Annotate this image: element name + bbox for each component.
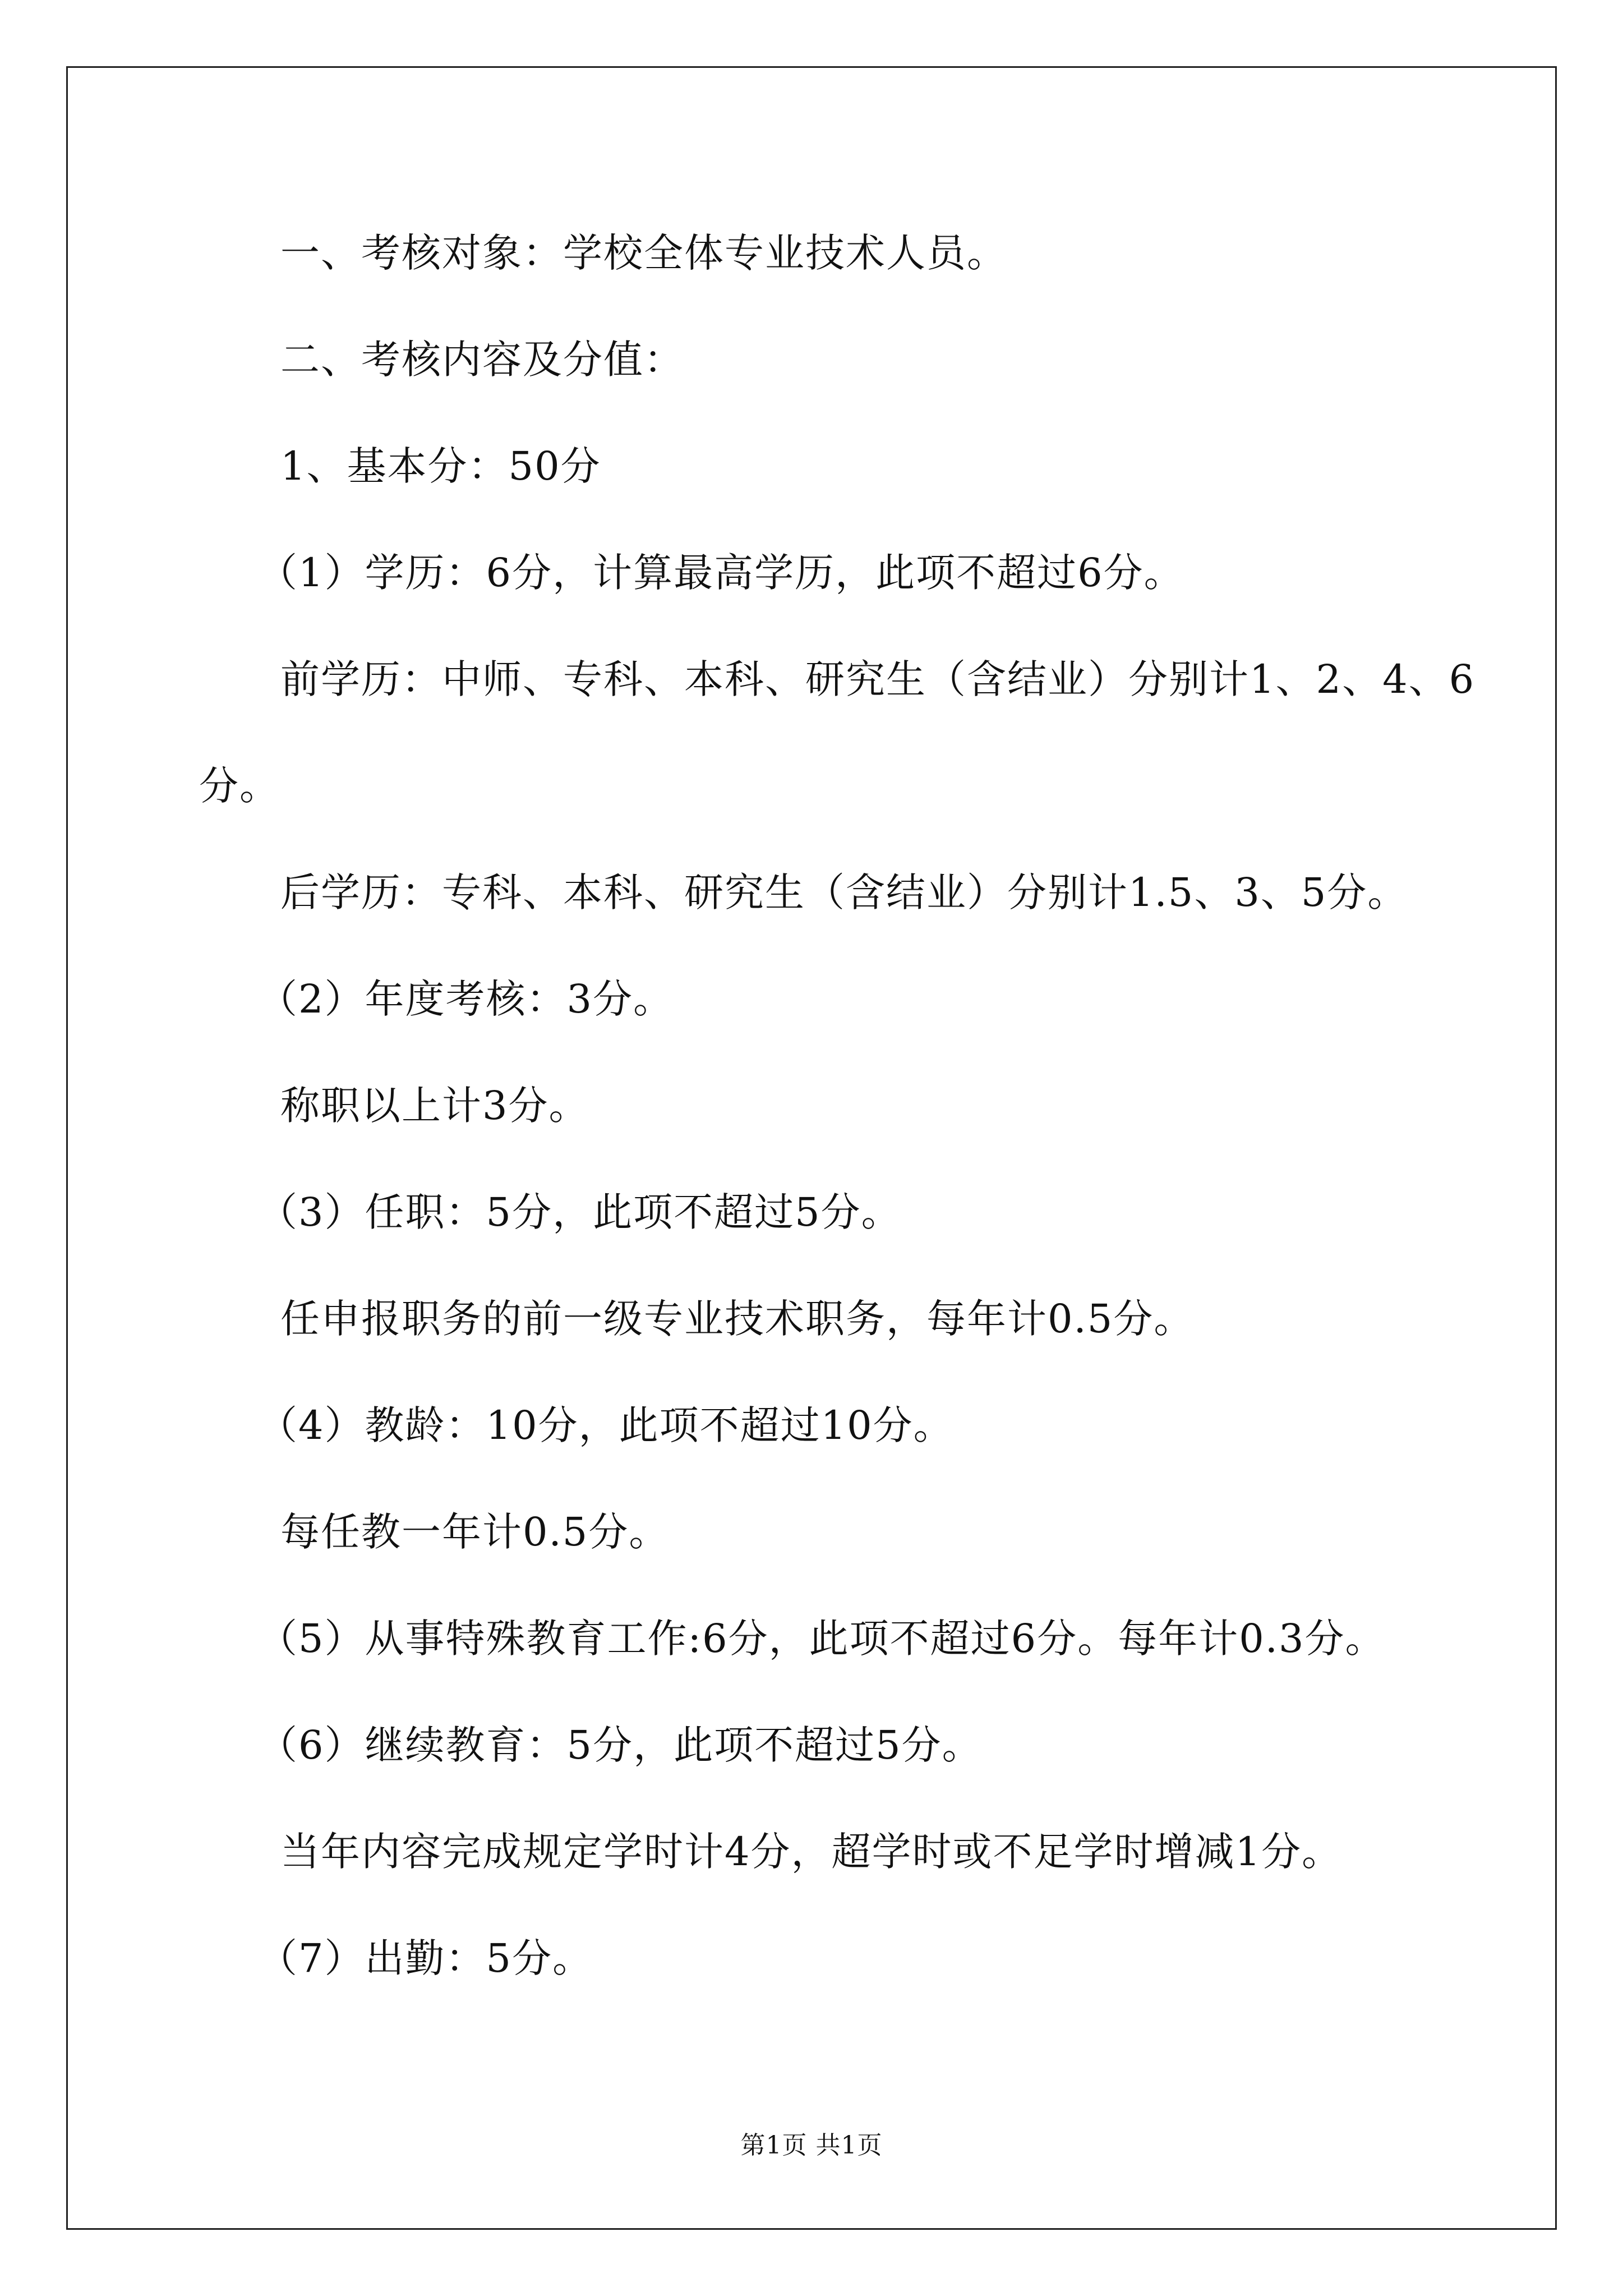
text-line-13: 每任教一年计0.5分。 bbox=[280, 1509, 670, 1555]
text-line-5: 前学历：中师、专科、本科、研究生（含结业）分别计1、2、4、6 bbox=[280, 656, 1476, 702]
page-footer: 第1页 共1页 bbox=[740, 2131, 883, 2160]
text-line-14: （5）从事特殊教育工作:6分，此项不超过6分。每年计0.3分。 bbox=[258, 1616, 1386, 1662]
page-border bbox=[66, 66, 1557, 2230]
text-line-10: （3）任职：5分，此项不超过5分。 bbox=[258, 1189, 902, 1235]
text-line-3: 1、基本分：50分 bbox=[280, 443, 601, 489]
text-line-6: 分。 bbox=[199, 763, 280, 809]
text-line-12: （4）教龄：10分，此项不超过10分。 bbox=[258, 1402, 954, 1448]
text-line-1: 一、考核对象：学校全体专业技术人员。 bbox=[280, 230, 1007, 276]
text-line-17: （7）出勤：5分。 bbox=[258, 1935, 593, 1981]
text-line-9: 称职以上计3分。 bbox=[280, 1083, 589, 1129]
text-line-15: （6）继续教育：5分，此项不超过5分。 bbox=[258, 1722, 983, 1768]
text-line-16: 当年内容完成规定学时计4分，超学时或不足学时增减1分。 bbox=[280, 1829, 1343, 1875]
text-line-11: 任申报职务的前一级专业技术职务，每年计0.5分。 bbox=[280, 1296, 1195, 1342]
text-line-4: （1）学历：6分，计算最高学历，此项不超过6分。 bbox=[258, 550, 1184, 596]
text-line-8: （2）年度考核：3分。 bbox=[258, 976, 674, 1022]
text-line-2: 二、考核内容及分值： bbox=[280, 337, 684, 383]
text-line-7: 后学历：专科、本科、研究生（含结业）分别计1.5、3、5分。 bbox=[280, 869, 1408, 915]
